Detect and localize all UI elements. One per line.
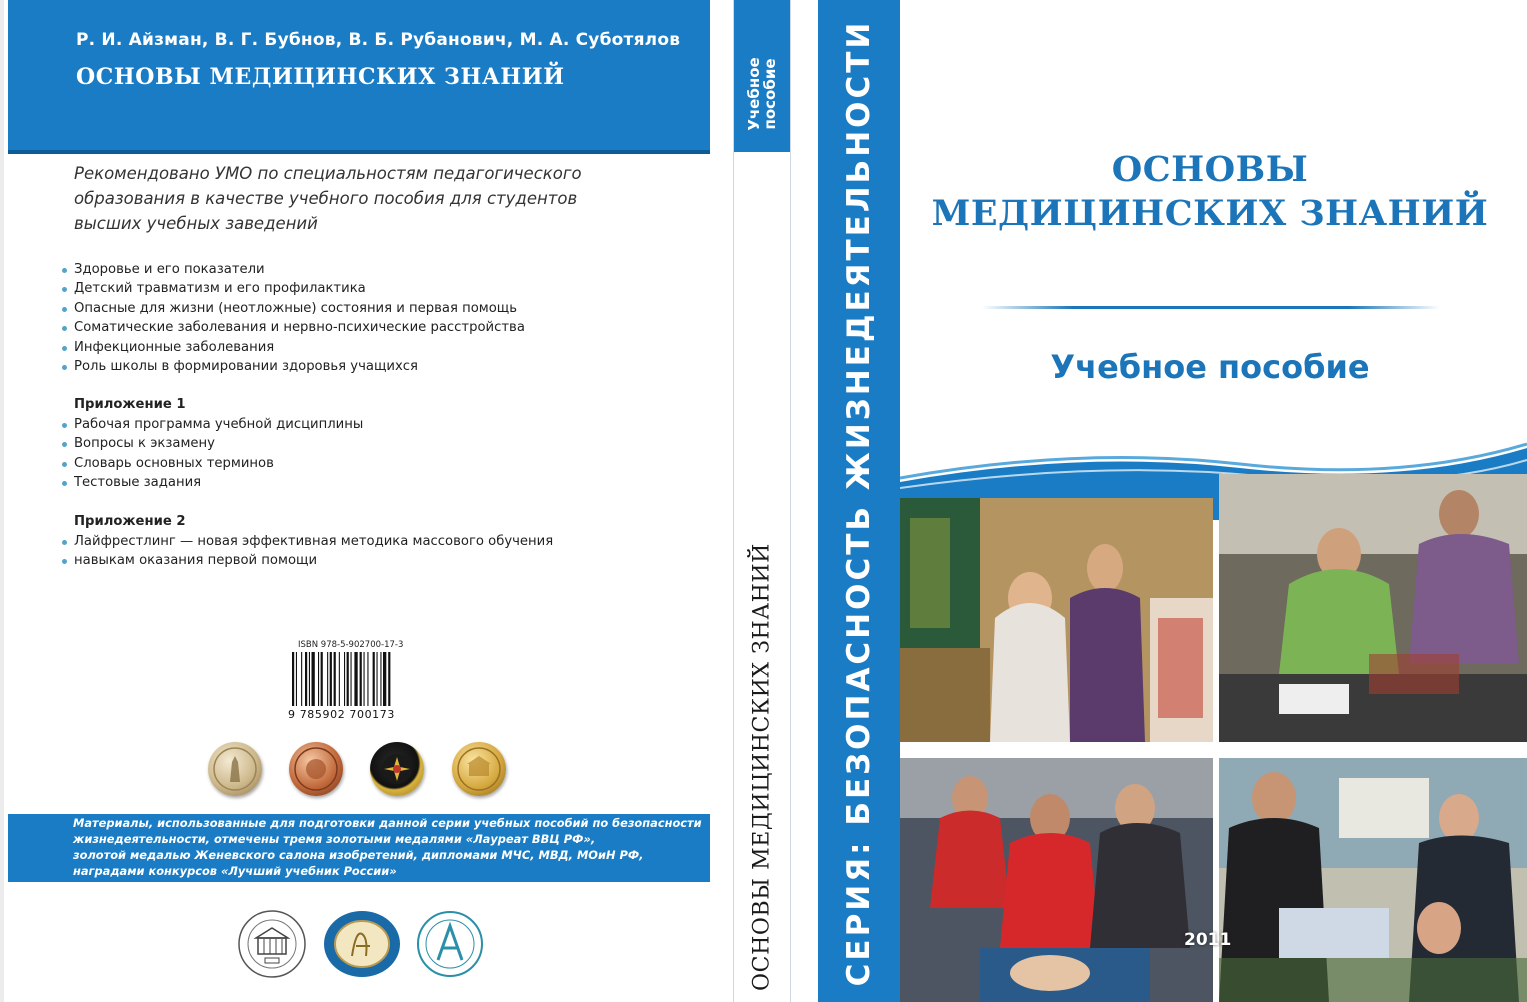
university-building-logo-icon: [236, 908, 308, 980]
inner-spine: [733, 0, 791, 1002]
barcode-bar: [388, 652, 390, 706]
appendix2-item-continued: навыкам оказания первой помощи: [62, 551, 553, 570]
medal-emblem-icon: [370, 742, 424, 796]
front-title: [900, 148, 1520, 236]
spine-label: [746, 57, 778, 130]
publication-year: 2011: [1184, 930, 1232, 950]
spine-label-line: пособие: [761, 58, 779, 130]
barcode-bar: [347, 652, 349, 706]
back-title: ОСНОВЫ МЕДИЦИНСКИХ ЗНАНИЙ: [76, 64, 565, 90]
barcode-bar: [292, 652, 294, 706]
university-monogram-logo-icon: [322, 908, 394, 980]
barcode-bar: [383, 652, 386, 706]
appendix1-item: Вопросы к экзамену: [62, 434, 363, 453]
appendix2-heading: Приложение 2: [74, 514, 186, 529]
front-subtitle: Учебное пособие: [1050, 348, 1370, 386]
series-spine: [818, 0, 900, 1002]
recommendation-line: высших учебных заведений: [74, 214, 318, 233]
front-cover: [900, 0, 1527, 1002]
appendix2-list: [62, 532, 553, 571]
appendix1-item: Рабочая программа учебной дисциплины: [62, 415, 363, 434]
isbn-text: ISBN 978-5-902700-17-3: [298, 640, 404, 650]
spine-title: ОСНОВЫ МЕДИЦИНСКИХ ЗНАНИЙ: [749, 543, 775, 991]
medal-copper-icon: [289, 742, 343, 796]
barcode-bar: [354, 652, 357, 706]
series-title: СЕРИЯ: БЕЗОПАСНОСТЬ ЖИЗНЕДЕЯТЕЛЬНОСТИ: [841, 19, 877, 987]
barcode-bar: [309, 652, 310, 706]
photo-cpr-training: [900, 758, 1213, 1002]
recommendation-text: [74, 161, 634, 236]
awards-line: Материалы, использованные для подготовки данной серии учебных пособий по безопасности: [73, 816, 702, 830]
appendix1-heading: Приложение 1: [74, 397, 186, 412]
front-title-line: ОСНОВЫ: [1111, 149, 1309, 190]
medal-gold-icon: [452, 742, 506, 796]
barcode-bar: [312, 652, 315, 706]
awards-line: жизнедеятельности, отмечены тремя золотыми медалями «Лауреат ВВЦ РФ»,: [73, 832, 596, 846]
barcode-icon: [290, 652, 414, 710]
barcode-bar: [344, 652, 345, 706]
isbn-barcode-block: [288, 640, 418, 724]
barcode-bar: [305, 652, 307, 706]
barcode-bar: [351, 652, 352, 706]
barcode-bar: [318, 652, 319, 706]
barcode-bar: [321, 652, 323, 706]
barcode-bar: [301, 652, 302, 706]
photo-rescue-demo: [1219, 758, 1527, 1002]
barcode-bar: [327, 652, 328, 706]
topics-list: [62, 260, 525, 376]
title-divider: [982, 306, 1440, 309]
back-cover: [0, 0, 712, 1002]
barcode-bar: [296, 652, 297, 706]
front-title-line: МЕДИЦИНСКИХ ЗНАНИЙ: [931, 193, 1489, 234]
medal-bronze-icon: [208, 742, 262, 796]
recommendation-line: образования в качестве учебного пособия для студентов: [74, 189, 578, 208]
photo-first-aid-practice: [1219, 474, 1527, 742]
awards-line: наградами конкурсов «Лучший учебник России»: [73, 864, 397, 878]
awards-text: [73, 815, 702, 879]
barcode-bar: [367, 652, 368, 706]
topic-item: Опасные для жизни (неотложные) состояния и первая помощь: [62, 299, 525, 318]
recommendation-line: Рекомендовано УМО по специальностям педагогического: [74, 164, 582, 183]
authors: Р. И. Айзман, В. Г. Бубнов, В. Б. Рубанович, М. А. Суботялов: [76, 30, 681, 50]
appendix1-item: Тестовые задания: [62, 473, 363, 492]
barcode-bar: [360, 652, 362, 706]
topic-item: Роль школы в формировании здоровья учащихся: [62, 357, 525, 376]
barcode-bar: [339, 652, 340, 706]
awards-line: золотой медалью Женевского салона изобретений, дипломами МЧС, МВД, МОиН РФ,: [73, 848, 644, 862]
appendix1-item: Словарь основных терминов: [62, 454, 363, 473]
topic-item: Здоровье и его показатели: [62, 260, 525, 279]
barcode-bar: [364, 652, 365, 706]
barcode-bar: [373, 652, 375, 706]
appendix1-list: [62, 415, 363, 493]
barcode-bar: [377, 652, 378, 706]
topic-item: Инфекционные заболевания: [62, 338, 525, 357]
topic-item: Детский травматизм и его профилактика: [62, 279, 525, 298]
barcode-bar: [330, 652, 332, 706]
publisher-logo-icon: [414, 908, 486, 980]
topic-item: Соматические заболевания и нервно-психические расстройства: [62, 318, 525, 337]
photo-bandaging: [900, 498, 1213, 742]
appendix2-item: Лайфрестлинг — новая эффективная методика массового обучения: [62, 532, 553, 551]
barcode-bar: [334, 652, 336, 706]
barcode-bar: [380, 652, 381, 706]
barcode-digits: 9 785902 700173: [288, 708, 395, 721]
spine-label-line: Учебное: [745, 57, 763, 131]
